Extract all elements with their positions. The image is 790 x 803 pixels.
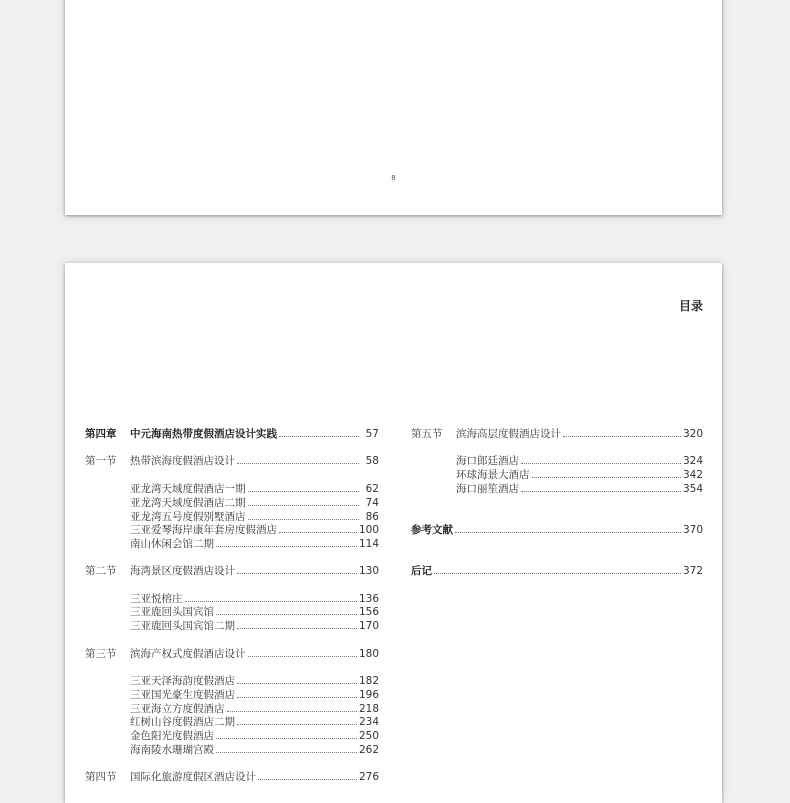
toc-entry [85,482,379,496]
toc-entry [85,715,379,729]
toc-entry-page-number: 276 [358,771,379,783]
toc-entry-page-number: 354 [682,483,703,495]
toc-entry-page-number: 86 [365,511,379,523]
toc-entry-section-label: 第三节 [85,648,117,660]
toc-entry-title: 中元海南热带度假酒店设计实践 [130,428,277,440]
toc-entry [85,592,379,606]
toc-entry-title: 三亚爱琴海岸康年套房度假酒店 [130,524,277,536]
toc-entry-page-number: 170 [358,620,379,632]
toc-entry-title: 参考文献 [411,524,453,536]
toc-entry-page-number: 114 [358,538,379,550]
toc-leader-dots [532,477,681,478]
toc-entry [85,729,379,743]
toc-entry-page-number: 130 [358,565,379,577]
toc-leader-dots [237,697,357,698]
toc-entry [411,564,703,578]
toc-header: 目录 [678,299,703,313]
toc-entry-title: 红树山谷度假酒店二期 [130,716,235,728]
toc-entry-title: 三亚鹿回头国宾馆 [130,606,214,618]
toc-leader-dots [237,573,357,574]
toc-entry-section-label: 第四章 [85,428,117,440]
toc-leader-dots [216,738,357,739]
toc-entry-title: 三亚海立方度假酒店 [130,703,225,715]
toc-entry-title: 海湾景区度假酒店设计 [130,565,235,577]
toc-entry-title: 亚龙湾天域度假酒店二期 [130,497,246,509]
toc-entry-page-number: 136 [358,593,379,605]
toc-entry [411,468,703,482]
toc-entry-title: 滨海产权式度假酒店设计 [130,648,246,660]
toc-entry-page-number: 57 [365,428,379,440]
toc-entry-title: 三亚鹿回头国宾馆二期 [130,620,235,632]
toc-leader-dots [237,724,357,725]
toc-entry-page-number: 372 [682,565,703,577]
toc-entry-title: 三亚天泽海韵度假酒店 [130,675,235,687]
table-of-contents-page [65,263,722,803]
toc-entry [85,647,379,661]
toc-entry [85,537,379,551]
toc-entry [411,523,703,537]
toc-entry [85,427,379,441]
toc-entry-page-number: 74 [365,497,379,509]
toc-leader-dots [237,683,357,684]
toc-leader-dots [563,436,681,437]
toc-entry [85,454,379,468]
toc-entry-page-number: 156 [358,606,379,618]
toc-entry-page-number: 58 [365,455,379,467]
toc-entry-title: 三亚悦榕庄 [130,593,183,605]
toc-entry [85,743,379,757]
toc-entry-page-number: 320 [682,428,703,440]
toc-entry [85,510,379,524]
toc-entry [85,702,379,716]
toc-leader-dots [248,491,360,492]
toc-entry-title: 环球海景大酒店 [456,469,530,481]
toc-leader-dots [216,614,357,615]
toc-entry-page-number: 342 [682,469,703,481]
toc-entry-title: 后记 [411,565,432,577]
toc-entry [411,427,703,441]
toc-entry-title: 海口郎廷酒店 [456,455,519,467]
toc-entry-section-label: 第二节 [85,565,117,577]
toc-leader-dots [248,656,357,657]
toc-entry-page-number: 62 [365,483,379,495]
toc-entry-page-number: 250 [358,730,379,742]
toc-entry-page-number: 262 [358,744,379,756]
toc-entry-title: 海口丽笙酒店 [456,483,519,495]
toc-entry-page-number: 180 [358,648,379,660]
toc-leader-dots [227,711,357,712]
toc-leader-dots [279,532,357,533]
toc-leader-dots [216,752,357,753]
toc-leader-dots [434,573,681,574]
toc-entry [85,770,379,784]
toc-entry-title: 三亚国光豪生度假酒店 [130,689,235,701]
toc-leader-dots [248,505,360,506]
toc-entry-title: 亚龙湾天域度假酒店一期 [130,483,246,495]
toc-entry [85,496,379,510]
toc-entry-title: 金色阳光度假酒店 [130,730,214,742]
toc-leader-dots [185,601,357,602]
toc-leader-dots [455,532,681,533]
toc-entry [411,482,703,496]
toc-entry-page-number: 234 [358,716,379,728]
toc-entry-page-number: 370 [682,524,703,536]
toc-entry [85,564,379,578]
toc-leader-dots [521,463,681,464]
toc-entry [85,688,379,702]
toc-entry [85,605,379,619]
toc-leader-dots [521,491,681,492]
toc-entry [411,454,703,468]
toc-entry-page-number: 196 [358,689,379,701]
toc-leader-dots [248,519,360,520]
toc-entry-title: 热带滨海度假酒店设计 [130,455,235,467]
toc-entry-title: 南山休闲会馆二期 [130,538,214,550]
toc-entry-section-label: 第一节 [85,455,117,467]
toc-entry [85,674,379,688]
toc-entry-title: 滨海高层度假酒店设计 [456,428,561,440]
toc-entry-page-number: 218 [358,703,379,715]
toc-entry-title: 国际化旅游度假区酒店设计 [130,771,256,783]
toc-entry [85,619,379,633]
toc-leader-dots [237,463,359,464]
toc-entry-page-number: 182 [358,675,379,687]
toc-entry-section-label: 第四节 [85,771,117,783]
toc-leader-dots [279,436,359,437]
page-number: 8 [391,174,396,182]
previous-page [65,0,722,215]
toc-leader-dots [258,779,357,780]
toc-entry-section-label: 第五节 [411,428,443,440]
toc-entry [85,523,379,537]
toc-entry-title: 海南陵水珊瑚宫殿 [130,744,214,756]
toc-entry-page-number: 100 [358,524,379,536]
toc-entry-page-number: 324 [682,455,703,467]
toc-entry-title: 亚龙湾五号度假别墅酒店 [130,511,246,523]
toc-leader-dots [237,628,357,629]
toc-leader-dots [216,546,357,547]
